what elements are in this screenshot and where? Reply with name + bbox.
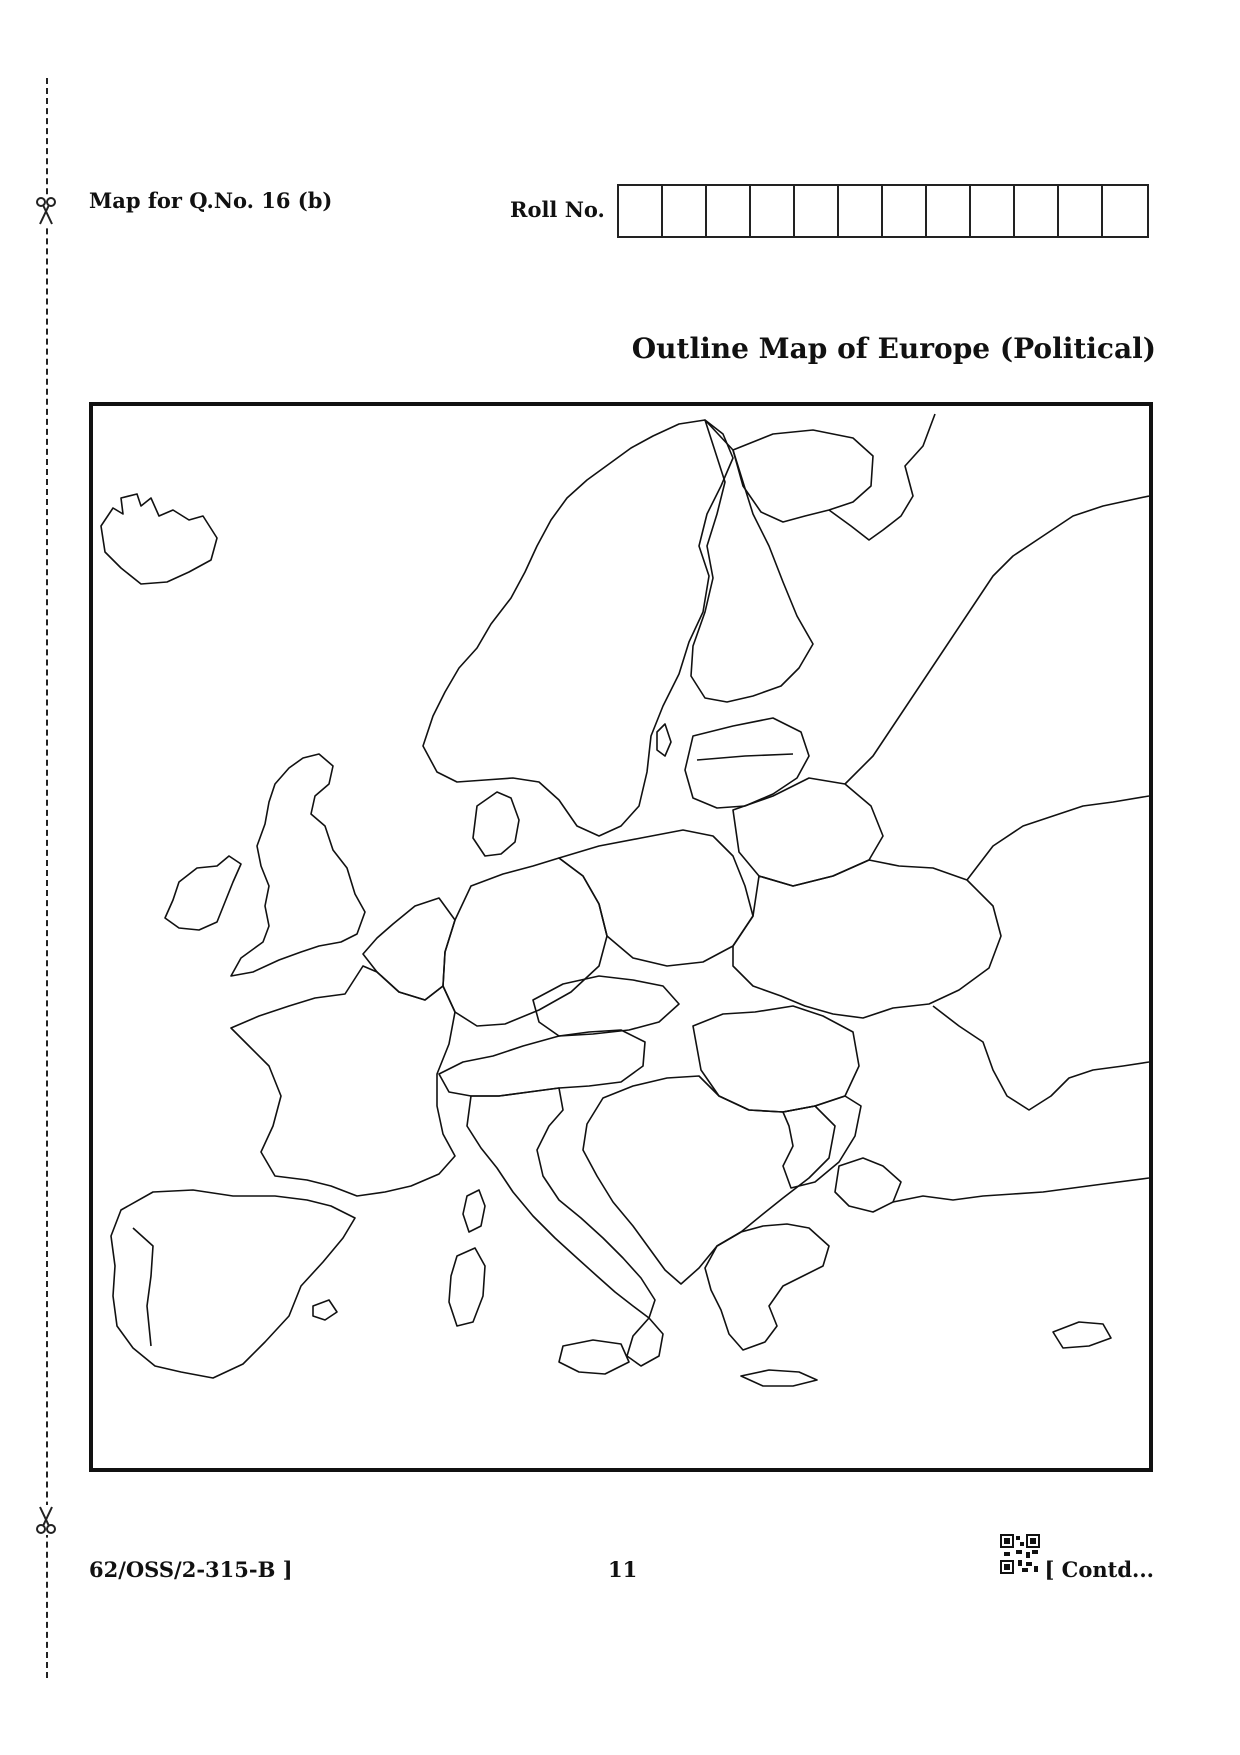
roll-no-box[interactable]	[1015, 186, 1059, 236]
roll-no-box[interactable]	[971, 186, 1015, 236]
ukraine-outline	[733, 860, 1001, 1018]
balkans-outline	[583, 1076, 835, 1284]
denmark-outline	[473, 792, 519, 856]
sicily-outline	[559, 1340, 629, 1374]
roll-no-box[interactable]	[663, 186, 707, 236]
iberia-outline	[111, 1190, 355, 1378]
map-title: Outline Map of Europe (Political)	[631, 332, 1156, 365]
roll-no-box[interactable]	[619, 186, 663, 236]
map-question-label: Map for Q.No. 16 (b)	[89, 188, 333, 213]
cut-line	[46, 78, 48, 1678]
roll-no-boxes	[617, 184, 1149, 238]
germany-outline	[443, 858, 607, 1026]
roll-no-box[interactable]	[795, 186, 839, 236]
black-sea-north	[933, 1006, 1149, 1110]
belarus-outline	[733, 778, 883, 886]
alps-outline	[439, 1030, 645, 1096]
crete-outline	[741, 1370, 817, 1386]
iceland-outline	[101, 494, 217, 584]
italy-outline	[467, 1088, 655, 1318]
finland-outline	[691, 420, 813, 702]
cyprus-outline	[1053, 1322, 1111, 1348]
page-number: 11	[608, 1557, 638, 1582]
roll-no-box[interactable]	[1103, 186, 1147, 236]
russia-border-east	[967, 796, 1149, 880]
roll-no-box[interactable]	[707, 186, 751, 236]
europe-outline-map	[89, 402, 1153, 1472]
kola-outline	[733, 430, 873, 522]
romania-outline	[693, 1006, 859, 1112]
great-britain-outline	[231, 754, 365, 976]
czechia-outline	[533, 976, 679, 1036]
anatolia-coast	[893, 1178, 1149, 1202]
scissors-icon	[33, 1505, 59, 1535]
poland-outline	[559, 830, 753, 966]
france-outline	[231, 966, 455, 1196]
sardinia-outline	[449, 1248, 485, 1326]
benelux-outline	[363, 898, 455, 1000]
turkey-europe-outline	[835, 1158, 901, 1212]
roll-no-box[interactable]	[883, 186, 927, 236]
roll-no-box[interactable]	[1059, 186, 1103, 236]
white-sea-coast	[829, 414, 935, 540]
scissors-icon	[33, 196, 59, 226]
portugal-border	[133, 1228, 153, 1346]
qr-code-icon	[1000, 1534, 1040, 1574]
roll-no-box[interactable]	[751, 186, 795, 236]
baltic-states-outline	[685, 718, 809, 808]
estonia-latvia-border	[697, 754, 793, 760]
italy-heel	[627, 1318, 663, 1366]
corsica-outline	[463, 1190, 485, 1232]
roll-no-label: Roll No.	[510, 197, 605, 222]
roll-no-box[interactable]	[927, 186, 971, 236]
roll-no-box[interactable]	[839, 186, 883, 236]
bulgaria-outline	[783, 1096, 861, 1188]
balearic-outline	[313, 1300, 337, 1320]
continued-label: [ Contd...	[1044, 1557, 1154, 1582]
greece-outline	[705, 1224, 829, 1350]
ireland-outline	[165, 856, 241, 930]
russia-border-north	[845, 496, 1149, 784]
paper-code: 62/OSS/2-315-B ]	[89, 1557, 293, 1582]
gotland-outline	[657, 724, 671, 756]
